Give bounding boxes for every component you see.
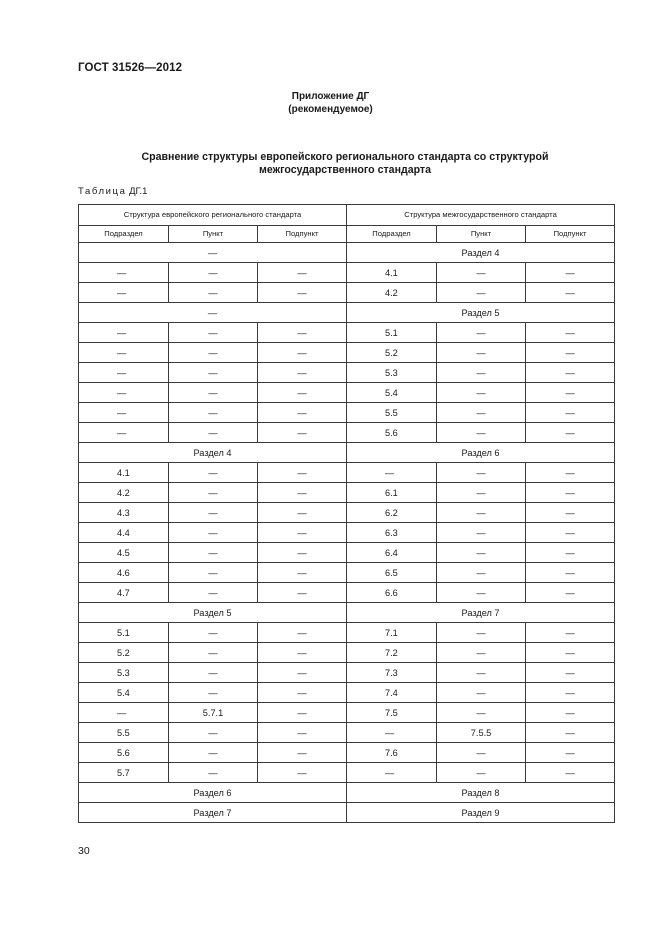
table-cell: — (526, 583, 615, 603)
table-cell: — (169, 643, 258, 663)
table-row (79, 403, 615, 423)
table-cell: — (526, 763, 615, 783)
table-cell: — (169, 383, 258, 403)
section-cell: — (79, 303, 347, 323)
section-row (79, 803, 615, 823)
section-cell: — (79, 243, 347, 263)
table-cell: 5.4 (347, 383, 437, 403)
table-cell: — (437, 703, 526, 723)
table-cell: 6.5 (347, 563, 437, 583)
table-cell: — (526, 423, 615, 443)
table-cell: — (258, 643, 347, 663)
table-cell: — (526, 463, 615, 483)
table-cell: — (526, 483, 615, 503)
table-cell: — (169, 623, 258, 643)
section-cell: Раздел 5 (347, 303, 615, 323)
table-cell: 4.2 (79, 483, 169, 503)
table-cell: 5.6 (347, 423, 437, 443)
comparison-table-wrapper (78, 204, 615, 823)
table-cell: — (526, 263, 615, 283)
table-row (79, 683, 615, 703)
table-cell: — (79, 343, 169, 363)
table-cell: — (79, 263, 169, 283)
table-cell: — (169, 563, 258, 583)
table-cell: — (258, 503, 347, 523)
table-row (79, 283, 615, 303)
table-cell: 7.5 (347, 703, 437, 723)
table-row (79, 583, 615, 603)
table-cell: — (169, 483, 258, 503)
table-cell: — (258, 523, 347, 543)
table-cell: 5.2 (79, 643, 169, 663)
table-cell: — (258, 263, 347, 283)
table-cell: 7.1 (347, 623, 437, 643)
table-cell: — (258, 663, 347, 683)
table-cell: — (169, 763, 258, 783)
table-cell: 5.1 (347, 323, 437, 343)
column-header: Подраздел (347, 226, 437, 243)
table-cell: 7.5.5 (437, 723, 526, 743)
table-cell: — (169, 543, 258, 563)
column-header: Подпункт (526, 226, 615, 243)
table-cell: — (258, 343, 347, 363)
table-cell: — (437, 323, 526, 343)
appendix-subtitle: (рекомендуемое) (288, 104, 373, 115)
table-cell: — (258, 323, 347, 343)
table-cell: — (437, 283, 526, 303)
table-cell: 5.7 (79, 763, 169, 783)
table-cell: — (526, 523, 615, 543)
table-cell: 6.6 (347, 583, 437, 603)
table-group-header-row (79, 205, 615, 226)
table-cell: 5.5 (347, 403, 437, 423)
table-cell: — (526, 403, 615, 423)
table-caption-id: ДГ.1 (129, 186, 148, 197)
section-row (79, 783, 615, 803)
table-cell: — (526, 643, 615, 663)
table-cell: — (526, 663, 615, 683)
document-code: ГОСТ 31526—2012 (78, 62, 183, 74)
table-cell: — (169, 463, 258, 483)
left-group-header: Структура европейского регионального стандарта (79, 205, 347, 226)
table-row (79, 343, 615, 363)
right-group-header: Структура межгосударственного стандарта (347, 205, 615, 226)
table-cell: — (437, 743, 526, 763)
table-row (79, 323, 615, 343)
table-cell: — (526, 683, 615, 703)
section-cell: Раздел 9 (347, 803, 615, 823)
table-cell: 7.3 (347, 663, 437, 683)
table-cell: — (526, 623, 615, 643)
table-row (79, 463, 615, 483)
section-row (79, 603, 615, 623)
table-cell: — (437, 423, 526, 443)
table-cell: — (347, 763, 437, 783)
table-row (79, 263, 615, 283)
table-cell: — (169, 263, 258, 283)
section-cell: Раздел 8 (347, 783, 615, 803)
table-cell: — (258, 583, 347, 603)
table-row (79, 643, 615, 663)
table-cell: 4.1 (79, 463, 169, 483)
table-cell: 4.6 (79, 563, 169, 583)
table-cell: — (258, 703, 347, 723)
table-cell: 4.3 (79, 503, 169, 523)
table-cell: 6.2 (347, 503, 437, 523)
table-cell: — (437, 643, 526, 663)
table-cell: — (258, 623, 347, 643)
table-cell: — (437, 403, 526, 423)
table-cell: 4.7 (79, 583, 169, 603)
table-cell: 5.2 (347, 343, 437, 363)
table-cell: — (169, 283, 258, 303)
section-cell: Раздел 4 (347, 243, 615, 263)
table-cell: 6.4 (347, 543, 437, 563)
table-cell: — (437, 483, 526, 503)
table-cell: — (437, 463, 526, 483)
table-cell: — (437, 383, 526, 403)
table-cell: — (169, 663, 258, 683)
table-cell: — (437, 503, 526, 523)
table-row (79, 723, 615, 743)
table-cell: 5.5 (79, 723, 169, 743)
table-cell: — (258, 363, 347, 383)
appendix-block (0, 90, 661, 116)
table-cell: 5.3 (79, 663, 169, 683)
table-cell: 7.6 (347, 743, 437, 763)
table-cell: — (437, 623, 526, 643)
table-cell: — (258, 463, 347, 483)
table-cell: 5.3 (347, 363, 437, 383)
table-cell: — (526, 323, 615, 343)
table-row (79, 363, 615, 383)
table-cell: 5.1 (79, 623, 169, 643)
table-cell: — (258, 723, 347, 743)
table-cell: — (526, 563, 615, 583)
table-cell: — (79, 703, 169, 723)
table-cell: — (169, 683, 258, 703)
table-cell: — (169, 423, 258, 443)
table-cell: — (526, 283, 615, 303)
section-cell: Раздел 7 (79, 803, 347, 823)
table-row (79, 663, 615, 683)
column-header: Пункт (169, 226, 258, 243)
table-row (79, 503, 615, 523)
table-cell: 6.3 (347, 523, 437, 543)
table-cell: — (169, 743, 258, 763)
column-header: Подпункт (258, 226, 347, 243)
table-cell: — (258, 423, 347, 443)
table-cell: — (79, 403, 169, 423)
table-caption-word: Таблица (78, 186, 127, 197)
table-row (79, 763, 615, 783)
table-cell: — (526, 503, 615, 523)
table-cell: — (79, 383, 169, 403)
table-cell: 7.2 (347, 643, 437, 663)
column-header: Пункт (437, 226, 526, 243)
table-cell: — (258, 483, 347, 503)
table-row (79, 523, 615, 543)
table-cell: — (258, 763, 347, 783)
table-cell: — (437, 763, 526, 783)
comparison-table (78, 204, 615, 823)
table-row (79, 383, 615, 403)
table-row (79, 743, 615, 763)
table-cell: — (437, 583, 526, 603)
table-cell: — (169, 323, 258, 343)
table-row (79, 703, 615, 723)
table-cell: — (169, 723, 258, 743)
table-cell: 5.7.1 (169, 703, 258, 723)
table-cell: — (258, 383, 347, 403)
table-cell: — (437, 363, 526, 383)
table-row (79, 483, 615, 503)
table-cell: — (526, 383, 615, 403)
table-cell: — (169, 503, 258, 523)
table-row (79, 543, 615, 563)
table-cell: — (258, 683, 347, 703)
table-cell: — (526, 743, 615, 763)
table-cell: — (526, 363, 615, 383)
section-cell: Раздел 6 (79, 783, 347, 803)
table-cell: — (79, 423, 169, 443)
table-cell: — (347, 723, 437, 743)
table-cell: — (526, 343, 615, 363)
section-cell: Раздел 7 (347, 603, 615, 623)
page-heading (100, 151, 590, 177)
table-cell: — (437, 263, 526, 283)
appendix-title: Приложение ДГ (291, 91, 370, 102)
table-cell: 7.4 (347, 683, 437, 703)
table-caption (78, 186, 147, 197)
section-row (79, 243, 615, 263)
table-cell: — (437, 543, 526, 563)
table-cell: — (437, 683, 526, 703)
table-row (79, 623, 615, 643)
table-cell: — (169, 583, 258, 603)
table-cell: — (258, 543, 347, 563)
table-column-header-row (79, 226, 615, 243)
table-cell: — (258, 743, 347, 763)
table-cell: 5.6 (79, 743, 169, 763)
table-cell: — (169, 403, 258, 423)
table-cell: 4.2 (347, 283, 437, 303)
table-cell: — (79, 323, 169, 343)
column-header: Подраздел (79, 226, 169, 243)
table-cell: — (437, 523, 526, 543)
table-cell: 4.5 (79, 543, 169, 563)
table-cell: 5.4 (79, 683, 169, 703)
table-cell: — (79, 363, 169, 383)
table-cell: — (169, 343, 258, 363)
section-cell: Раздел 6 (347, 443, 615, 463)
table-cell: — (526, 543, 615, 563)
table-cell: 6.1 (347, 483, 437, 503)
table-row (79, 563, 615, 583)
heading-line-2: межгосударственного стандарта (258, 164, 431, 176)
table-cell: — (437, 343, 526, 363)
section-row (79, 443, 615, 463)
table-cell: — (347, 463, 437, 483)
table-cell: — (79, 283, 169, 303)
heading-line-1: Сравнение структуры европейского регионального стандарта со структурой (141, 151, 549, 163)
table-row (79, 423, 615, 443)
page-number: 30 (78, 845, 90, 857)
section-row (79, 303, 615, 323)
table-cell: — (258, 563, 347, 583)
table-cell: — (437, 663, 526, 683)
section-cell: Раздел 4 (79, 443, 347, 463)
table-cell: — (258, 403, 347, 423)
table-cell: 4.1 (347, 263, 437, 283)
table-cell: — (526, 703, 615, 723)
table-cell: — (169, 363, 258, 383)
section-cell: Раздел 5 (79, 603, 347, 623)
table-cell: — (169, 523, 258, 543)
table-cell: 4.4 (79, 523, 169, 543)
table-cell: — (526, 723, 615, 743)
table-cell: — (437, 563, 526, 583)
table-cell: — (258, 283, 347, 303)
